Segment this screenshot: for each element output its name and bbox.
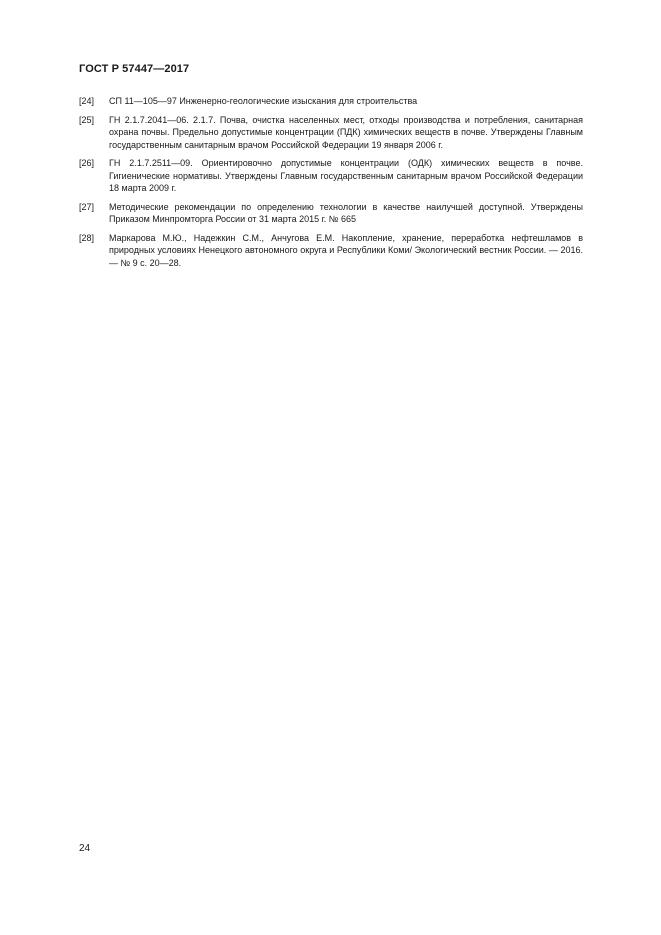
bibliography-item — [79, 232, 583, 270]
bibliography-item — [79, 95, 583, 108]
reference-number: [26] — [79, 158, 95, 168]
document-header-title: ГОСТ Р 57447—2017 — [79, 63, 190, 75]
reference-text: ГН 2.1.7.2511—09. Ориентировочно допустимые концентрации (ОДК) химических веществ в почве. Гигиенические нормативы. Утверждены Главным государственным санитарным врачом Российской Федерации 18 марта 2009 г. — [109, 158, 583, 193]
page-number: 24 — [79, 843, 91, 854]
reference-number: [24] — [79, 96, 95, 106]
bibliography-list — [79, 95, 583, 275]
reference-text: Методические рекомендации по определению технологии в качестве наилучшей доступной. Утверждены Приказом Минпромторга России от 31 марта 2015 г. № 665 — [109, 201, 583, 224]
reference-text: Маркарова М.Ю., Надежкин С.М., Анчугова Е.М. Накопление, хранение, переработка нефтешламов в природных условиях Ненецкого автономного округа и Республики Коми/ Экологический вестник России. — 2016.— № 9 с. 20—28. — [109, 232, 583, 268]
reference-number: [27] — [79, 201, 95, 212]
reference-text: СП 11—105—97 Инженерно-геологические изыскания для строительства — [109, 96, 418, 106]
reference-text: ГН 2.1.7.2041—06. 2.1.7. Почва, очистка населенных мест, отходы производства и потребления, санитарная охрана почвы. Предельно допустимые концентрации (ПДК) химических веществ в почве. Утверждены Главным государственным санитарным врачом Российской Федерации 19 января 2006 г. — [109, 114, 583, 150]
bibliography-item — [79, 114, 583, 152]
reference-number: [28] — [79, 232, 95, 243]
bibliography-item — [79, 157, 583, 195]
reference-number: [25] — [79, 114, 95, 125]
bibliography-item — [79, 201, 583, 226]
